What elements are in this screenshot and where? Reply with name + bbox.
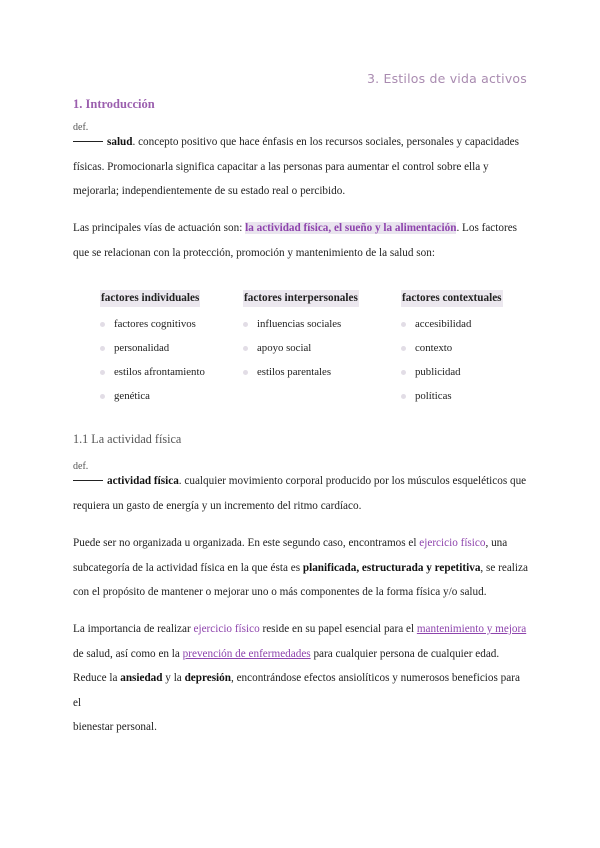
factor-column-individual xyxy=(100,288,250,413)
definition-dash xyxy=(73,141,103,142)
highlight-vias: la actividad física, el sueño y la alimentación xyxy=(245,222,457,234)
list-item: factores cognitivos xyxy=(100,317,250,341)
section-title-actividad-fisica: 1.1 La actividad física xyxy=(73,432,182,446)
chapter-header: 3. Estilos de vida activos xyxy=(367,71,527,86)
factor-column-interpersonal xyxy=(243,288,393,389)
definition-actividad-fisica: actividad física. cualquier movimiento corporal producido por los músculos esqueléticos que requiera un gasto de energía y un incremento del ritmo cardíaco. xyxy=(73,475,527,512)
link-prevencion-enfermedades[interactable]: prevención de enfermedades xyxy=(182,647,311,660)
list-item: estilos parentales xyxy=(243,365,393,389)
bold-planificada: planificada, estructurada y repetitiva xyxy=(302,561,481,574)
list-item: publicidad xyxy=(401,365,551,389)
definition-dash xyxy=(73,480,103,481)
paragraph-vias-actuacion: Las principales vías de actuación son: la actividad física, el sueño y la alimentación. Los factores que se relacionan con la protección, promoción y mantenimiento de la salud son: xyxy=(73,222,518,259)
factor-column-contextual xyxy=(401,288,551,413)
paragraph-importancia: La importancia de realizar ejercicio físico reside en su papel esencial para el mantenimiento y mejora de salud, así como en la prevención de enfermedades para cualquier persona de cualquier edad. Reduce la ansiedad y la depresión, encontrándose efectos ansiolíticos y numerosos beneficios para el bienestar personal. xyxy=(73,623,527,733)
list-item: estilos afrontamiento xyxy=(100,365,250,389)
term-ejercicio-fisico: ejercicio físico xyxy=(193,623,260,635)
list-item: personalidad xyxy=(100,341,250,365)
bold-ansiedad: ansiedad xyxy=(120,672,163,684)
definition-term: actividad física xyxy=(107,475,179,487)
list-item: contexto xyxy=(401,341,551,365)
section-title-introduction: 1. Introducción xyxy=(73,97,155,111)
list-item: influencias sociales xyxy=(243,317,393,341)
link-mantenimiento-mejora[interactable]: mantenimiento y mejora xyxy=(416,623,527,635)
definition-label: def. xyxy=(73,122,89,133)
definition-label: def. xyxy=(73,461,89,472)
factor-heading: factores contextuales xyxy=(401,290,503,307)
paragraph-organizada: Puede ser no organizada u organizada. En este segundo caso, encontramos el ejercicio físico, una subcategoría de la actividad física en la que ésta es planificada, estructurada y repetitiva, se realiza con el propósito de mantener o mejorar uno o más componentes de la forma física y/o salud. xyxy=(73,537,528,598)
list-item: políticas xyxy=(401,389,551,413)
list-item: genética xyxy=(100,389,250,413)
factor-heading: factores interpersonales xyxy=(243,290,359,307)
definition-salud: salud. concepto positivo que hace énfasis en los recursos sociales, personales y capacidades físicas. Promocionarla significa capacitar a las personas para aumentar el control sobre ella y mejorarla; independientemente de su estado real o percibido. xyxy=(73,136,519,197)
list-item: accesibilidad xyxy=(401,317,551,341)
term-ejercicio-fisico: ejercicio físico xyxy=(419,537,486,549)
bold-depresion: depresión xyxy=(184,672,231,684)
list-item: apoyo social xyxy=(243,341,393,365)
factor-heading: factores individuales xyxy=(100,290,200,307)
definition-term: salud xyxy=(107,136,133,148)
